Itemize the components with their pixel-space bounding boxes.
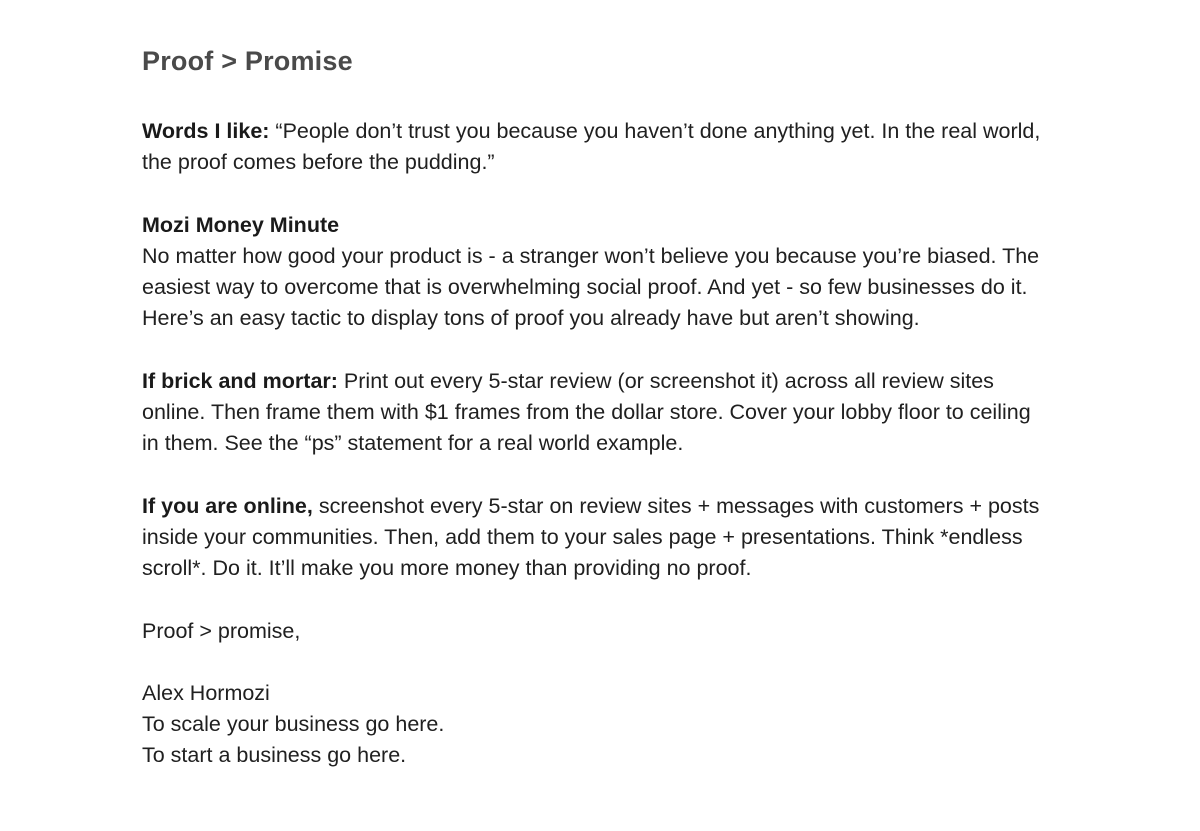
signature-block [142,678,1042,772]
online-label: If you are online, [142,493,313,518]
money-minute-heading: Mozi Money Minute [142,212,340,237]
document-title: Proof > Promise [142,46,353,76]
money-minute-paragraph [142,210,1042,335]
brick-and-mortar-text: Print out every 5-star review (or screenshot it) across all review sites online. Then frame them with $1 frames from the dollar store. Cover your lobby floor to ceiling in them. See the “ps” statement for a real world example. [142,368,1031,456]
document [142,42,1042,803]
scale-business-link[interactable]: To scale your business go here. [142,712,445,737]
online-text: screenshot every 5-star on review sites + messages with customers + posts inside your communities. Then, add them to your sales page + presentations. Think *endless scroll*. Do it. It’ll make you more money than providing no proof. [142,493,1040,581]
words-i-like-paragraph [142,116,1042,179]
author-name: Alex Hormozi [142,680,270,705]
signoff: Proof > promise, [142,618,301,643]
money-minute-body: No matter how good your product is - a stranger won’t believe you because you’re biased. The easiest way to overcome that is overwhelming social proof. And yet - so few businesses do it. Here’s an easy tactic to display tons of proof you already have but aren’t showing. [142,243,1040,331]
words-i-like-label: Words I like: [142,119,270,143]
brick-and-mortar-label: If brick and mortar: [142,368,338,393]
brick-and-mortar-paragraph [142,366,1042,460]
words-i-like-quote: “People don’t trust you because you haven’t done anything yet. In the real world, the proof comes before the pudding.” [142,119,1041,175]
online-paragraph [142,491,1042,585]
start-business-link[interactable]: To start a business go here. [142,743,407,768]
